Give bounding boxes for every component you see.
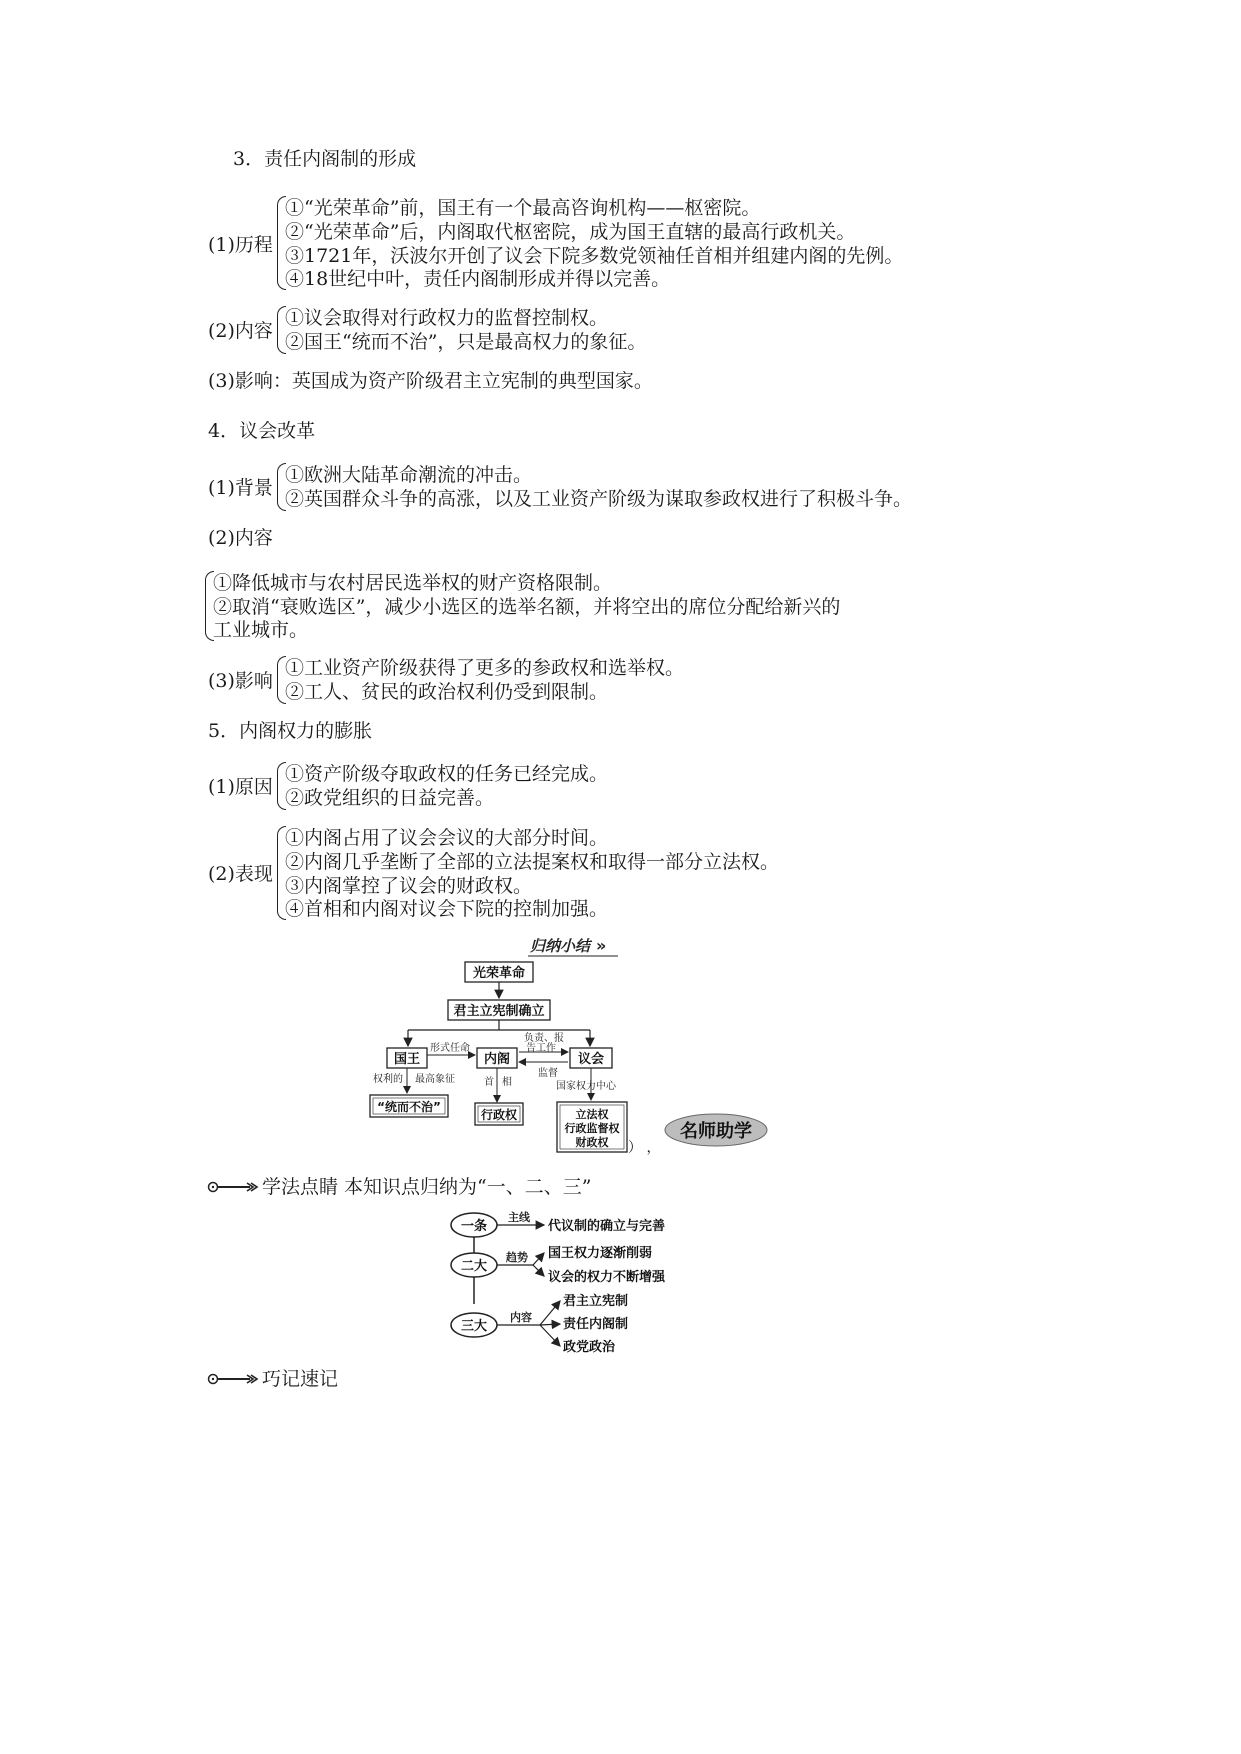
s3-history-item-2: ②“光荣革命”后，内阁取代枢密院，成为国王直辖的最高行政机关。	[285, 221, 856, 243]
s3-impact: (3)影响：英国成为资产阶级君主立宪制的典型国家。	[208, 370, 653, 392]
section-4-heading: 4．议会改革	[208, 420, 316, 442]
result-content-3: 政党政治	[563, 1340, 616, 1355]
s4-background-label: (1)背景	[208, 477, 273, 499]
box-reign-not-rule	[370, 1095, 448, 1117]
svg-text:财政权: 财政权	[575, 1136, 609, 1149]
s5-manifest-item-4: ④首相和内阁对议会下院的控制加强。	[285, 898, 609, 920]
label-content: 内容	[510, 1311, 532, 1324]
svg-text:二大: 二大	[460, 1259, 488, 1274]
result-content-2: 责任内阁制	[563, 1317, 629, 1332]
s4-content-item-2: ②取消“衰败选区”，减少小选区的选举名额，并将空出的席位分配给新兴的	[213, 596, 841, 618]
svg-text:立法权: 立法权	[575, 1108, 609, 1121]
result-trend-2: 议会的权力不断增强	[548, 1270, 666, 1285]
s5-manifest-item-3: ③内阁掌控了议会的财政权。	[285, 875, 533, 897]
edge-pm-1: 首	[484, 1077, 494, 1088]
node-glorious-revolution	[465, 962, 533, 982]
s5-reason-item-2: ②政党组织的日益完善。	[285, 787, 495, 809]
s3-history-label: (1)历程	[208, 234, 273, 256]
svg-text:名师助学: 名师助学	[680, 1121, 752, 1142]
svg-text:光荣革命: 光荣革命	[472, 966, 526, 981]
svg-text:君主立宪制确立: 君主立宪制确立	[453, 1004, 545, 1019]
result-main-line: 代议制的确立与完善	[548, 1219, 666, 1234]
node-constitutional-monarchy	[448, 1000, 550, 1020]
s4-content-label: (2)内容	[208, 527, 273, 549]
svg-text:内阁: 内阁	[483, 1052, 511, 1067]
s3-history-item-3: ③1721年，沃波尔开创了议会下院多数党领袖任首相并组建内阁的先例。	[285, 245, 904, 267]
edge-formal-appoint: 形式任命	[430, 1043, 470, 1054]
s5-manifest-label: (2)表现	[208, 863, 273, 885]
s3-history-item-1: ①“光荣革命”前，国王有一个最高咨询机构——枢密院。	[285, 197, 761, 219]
svg-text:一条: 一条	[460, 1219, 488, 1234]
edge-rights: 权利的	[373, 1074, 403, 1085]
node-parliament	[570, 1048, 612, 1068]
edge-responsible-1: 负责、报	[524, 1033, 564, 1044]
s3-content-item-1: ①议会取得对行政权力的监督控制权。	[285, 307, 609, 329]
s4-impact-label: (3)影响	[208, 670, 273, 692]
edge-highest-symbol: 最高象征	[415, 1074, 455, 1085]
badge-teacher-help	[665, 1114, 767, 1146]
result-content-1: 君主立宪制	[563, 1294, 629, 1309]
svg-text:国王: 国王	[393, 1052, 421, 1067]
s4-background-item-2: ②英国群众斗争的高涨，以及工业资产阶级为谋取参政权进行了积极斗争。	[285, 488, 913, 510]
summary-diagram	[360, 930, 880, 1170]
method-label: 学法点睛 本知识点归纳为“一、二、三”	[262, 1176, 592, 1198]
label-main-line: 主线	[508, 1211, 530, 1224]
s3-history-item-4: ④18世纪中叶，责任内阁制形成并得以完善。	[285, 268, 671, 290]
s4-impact-item-2: ②工人、贫民的政治权利仍受到限制。	[285, 681, 609, 703]
s3-content-item-2: ②国王“统而不治”，只是最高权力的象征。	[285, 331, 647, 353]
section-5-heading: 5．内阁权力的膨胀	[208, 720, 373, 742]
s5-reason-item-1: ①资产阶级夺取政权的任务已经完成。	[285, 763, 609, 785]
svg-text:“统而不治”: “统而不治”	[377, 1100, 441, 1114]
s4-content-item-2-cont: 工业城市。	[213, 619, 309, 641]
svg-text:行政权: 行政权	[480, 1108, 518, 1122]
result-trend-1: 国王权力逐渐削弱	[548, 1246, 653, 1261]
edge-supervise: 监督	[538, 1068, 558, 1079]
box-executive-power	[475, 1103, 523, 1125]
method-diagram	[440, 1200, 740, 1360]
node-king	[387, 1048, 427, 1068]
method-bullet-icon	[207, 1180, 259, 1194]
s4-content-item-1: ①降低城市与农村居民选举权的财产资格限制。	[213, 572, 613, 594]
svg-text:»: »	[596, 936, 607, 955]
node-cabinet	[477, 1048, 517, 1068]
svg-text:三大: 三大	[460, 1319, 488, 1334]
edge-power-center: 国家权力中心	[556, 1081, 616, 1092]
label-trend: 趋势	[506, 1251, 528, 1264]
s4-background-item-1: ①欧洲大陆革命潮流的冲击。	[285, 464, 533, 486]
s5-manifest-item-2: ②内阁几乎垄断了全部的立法提案权和取得一部分立法权。	[285, 851, 780, 873]
section-3-heading: 3．责任内阁制的形成	[233, 148, 417, 170]
summary-title	[528, 936, 618, 956]
svg-text:归纳小结: 归纳小结	[530, 937, 591, 955]
edge-pm-2: 相	[502, 1077, 512, 1088]
box-parliament-powers	[557, 1102, 627, 1152]
memo-label: 巧记速记	[262, 1368, 339, 1390]
node-three-contents	[451, 1313, 497, 1337]
node-one-line	[451, 1213, 497, 1237]
edge-responsible-2: 告工作	[526, 1043, 556, 1054]
s3-content-label: (2)内容	[208, 320, 273, 342]
svg-text:行政监督权: 行政监督权	[564, 1122, 620, 1135]
node-two-trends	[451, 1253, 497, 1277]
s5-manifest-item-1: ①内阁占用了议会会议的大部分时间。	[285, 827, 609, 849]
summary-tail: ） ，	[628, 1140, 661, 1156]
s5-reason-label: (1)原因	[208, 776, 273, 798]
memo-bullet-icon	[207, 1372, 259, 1386]
svg-text:议会: 议会	[577, 1052, 605, 1067]
s4-impact-item-1: ①工业资产阶级获得了更多的参政权和选举权。	[285, 657, 685, 679]
